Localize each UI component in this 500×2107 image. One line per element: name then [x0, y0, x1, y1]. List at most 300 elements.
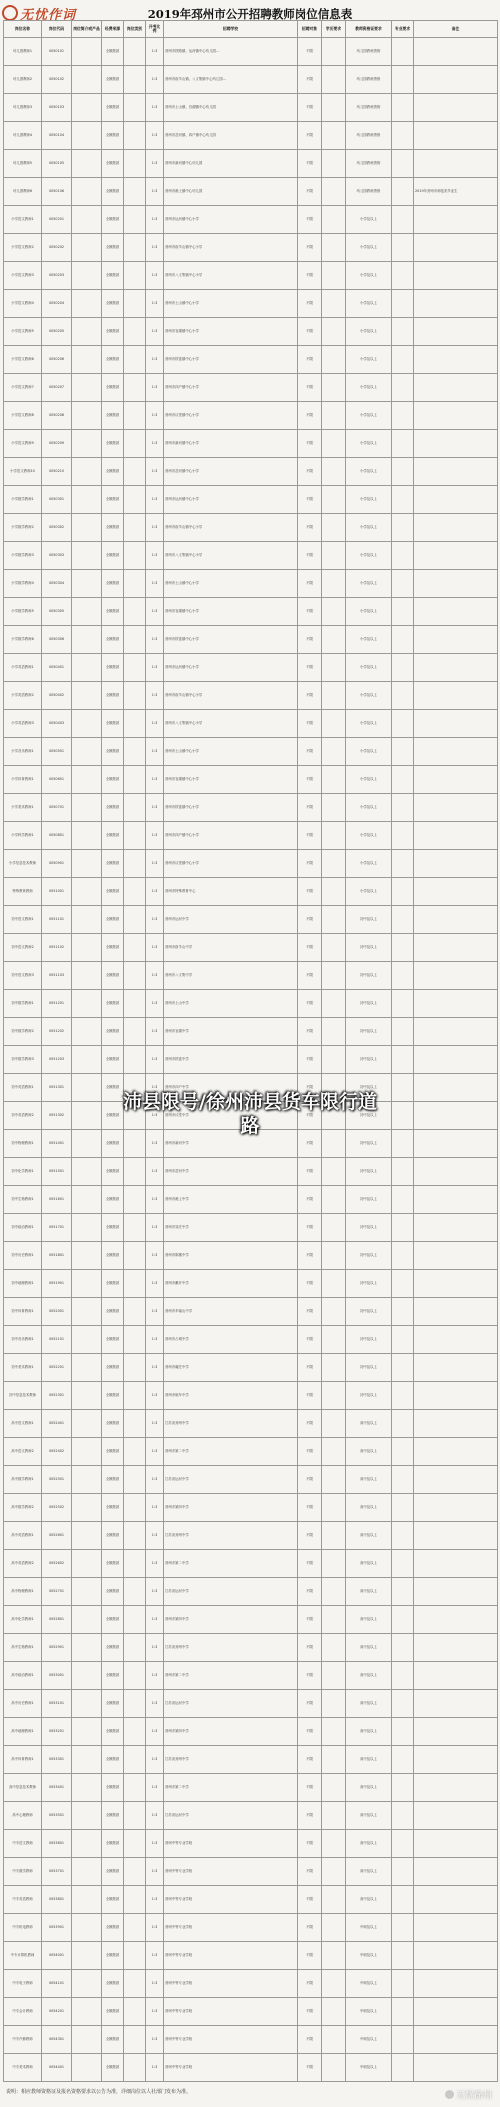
table-cell: 1:3: [146, 1606, 164, 1634]
table-cell: [414, 1046, 498, 1074]
table-cell: [124, 794, 146, 822]
table-cell: 1:3: [146, 2054, 164, 2082]
table-cell: 不限: [298, 1690, 322, 1718]
table-cell: 0051203: [42, 1046, 72, 1074]
table-cell: 不限: [298, 1634, 322, 1662]
table-cell: [322, 458, 346, 486]
table-cell: [322, 1606, 346, 1634]
table-cell: [72, 682, 102, 710]
table-cell: 0052502: [42, 1494, 72, 1522]
table-cell: 高中及以上: [346, 1718, 392, 1746]
table-cell: [322, 738, 346, 766]
table-row: [4, 1354, 498, 1382]
table-cell: 不限: [298, 878, 322, 906]
table-cell: 不限: [298, 1942, 322, 1970]
table-cell: 初中及以上: [346, 1298, 392, 1326]
table-cell: 小学及以上: [346, 626, 392, 654]
table-cell: 全额拨款: [102, 1354, 124, 1382]
table-cell: [392, 1718, 414, 1746]
table-cell: [322, 1718, 346, 1746]
table-cell: [72, 1186, 102, 1214]
table-cell: 全额拨款: [102, 1270, 124, 1298]
table-cell: 小学语文教师3: [4, 262, 42, 290]
table-cell: 0052901: [42, 1634, 72, 1662]
table-cell: [72, 514, 102, 542]
table-cell: 0053501: [42, 1802, 72, 1830]
table-row: [4, 542, 498, 570]
table-cell: 幼儿园教师2: [4, 66, 42, 94]
table-cell: 全额拨款: [102, 1102, 124, 1130]
table-cell: 中专计算机教师: [4, 1942, 42, 1970]
table-cell: 0054001: [42, 1942, 72, 1970]
table-cell: [72, 822, 102, 850]
table-cell: 幼儿园教师资格: [346, 150, 392, 178]
table-cell: 1:3: [146, 1998, 164, 2026]
table-cell: 1:3: [146, 1690, 164, 1718]
table-cell: [322, 1410, 346, 1438]
document-title: 2019年邳州市公开招聘教师岗位信息表: [147, 7, 353, 21]
table-cell: [124, 1438, 146, 1466]
table-cell: [414, 1970, 498, 1998]
table-cell: 1:3: [146, 1746, 164, 1774]
table-row: [4, 990, 498, 1018]
table-cell: 不限: [298, 374, 322, 402]
table-cell: 高中历史教师1: [4, 1690, 42, 1718]
table-cell: [124, 430, 146, 458]
table-cell: 1:3: [146, 1102, 164, 1130]
table-cell: 邳州中等专业学校: [164, 1830, 298, 1858]
table-cell: 邳州市议堂镇中心小学: [164, 850, 298, 878]
table-cell: 不限: [298, 1522, 322, 1550]
table-cell: 小学英语教师3: [4, 710, 42, 738]
table-cell: 幼儿园教师6: [4, 178, 42, 206]
table-cell: 邳州市八义集镇中心小学: [164, 710, 298, 738]
table-cell: [124, 542, 146, 570]
table-cell: [392, 1830, 414, 1858]
table-cell: [124, 1802, 146, 1830]
table-cell: 不限: [298, 570, 322, 598]
table-cell: 全额拨款: [102, 290, 124, 318]
table-cell: [322, 654, 346, 682]
table-cell: 2019年邳州市师范类毕业生: [414, 178, 498, 206]
table-cell: 小学及以上: [346, 458, 392, 486]
table-cell: [124, 850, 146, 878]
table-cell: [392, 682, 414, 710]
table-cell: 小学语文教师9: [4, 430, 42, 458]
table-cell: 初中及以上: [346, 1270, 392, 1298]
table-cell: [322, 1298, 346, 1326]
table-cell: 不限: [298, 1858, 322, 1886]
table-cell: 高中生物教师1: [4, 1634, 42, 1662]
table-cell: [72, 374, 102, 402]
table-cell: [414, 1438, 498, 1466]
column-header: 备注: [414, 21, 498, 38]
table-cell: [414, 1298, 498, 1326]
table-cell: [392, 1802, 414, 1830]
table-cell: [322, 878, 346, 906]
table-cell: 邳州市新河镇中心幼儿园: [164, 150, 298, 178]
table-cell: [392, 1382, 414, 1410]
table-cell: 0051801: [42, 1242, 72, 1270]
table-cell: 0052201: [42, 1354, 72, 1382]
table-cell: 1:3: [146, 822, 164, 850]
table-cell: 全额拨款: [102, 66, 124, 94]
table-cell: [124, 906, 146, 934]
table-cell: 邳州市铁路镇、运河镇中心幼儿园...: [164, 38, 298, 66]
table-cell: 0050801: [42, 822, 72, 850]
table-cell: [322, 1158, 346, 1186]
table-cell: [72, 1214, 102, 1242]
table-row: [4, 1886, 498, 1914]
table-cell: [124, 1466, 146, 1494]
table-cell: [322, 822, 346, 850]
table-cell: [72, 1270, 102, 1298]
table-cell: 0050402: [42, 682, 72, 710]
table-cell: [322, 934, 346, 962]
table-cell: 1:3: [146, 206, 164, 234]
table-cell: 不限: [298, 262, 322, 290]
table-cell: [72, 990, 102, 1018]
table-cell: 全额拨款: [102, 486, 124, 514]
table-cell: [72, 430, 102, 458]
table-cell: 小学及以上: [346, 402, 392, 430]
table-cell: 高中英语教师1: [4, 1522, 42, 1550]
table-cell: 不限: [298, 234, 322, 262]
table-cell: 小学及以上: [346, 262, 392, 290]
table-cell: 小学体育教师1: [4, 766, 42, 794]
table-cell: 0054101: [42, 1970, 72, 1998]
table-cell: 邳州市港上中学: [164, 1186, 298, 1214]
table-cell: [322, 1914, 346, 1942]
table-cell: 全额拨款: [102, 1886, 124, 1914]
table-row: [4, 1634, 498, 1662]
table-cell: 0050101: [42, 38, 72, 66]
table-cell: 邳州市岔河中学: [164, 1158, 298, 1186]
table-cell: [124, 1634, 146, 1662]
table-cell: [414, 486, 498, 514]
table-cell: [124, 738, 146, 766]
table-cell: [72, 934, 102, 962]
table-cell: [414, 962, 498, 990]
table-cell: [414, 430, 498, 458]
table-cell: [414, 654, 498, 682]
table-cell: 全额拨款: [102, 1998, 124, 2026]
table-cell: 全额拨款: [102, 598, 124, 626]
table-cell: 初中及以上: [346, 1326, 392, 1354]
table-cell: 幼儿园教师资格: [346, 178, 392, 206]
table-cell: 不限: [298, 1802, 322, 1830]
table-cell: [414, 458, 498, 486]
table-cell: [124, 1858, 146, 1886]
table-cell: [322, 1578, 346, 1606]
table-cell: 0051302: [42, 1102, 72, 1130]
table-cell: 全额拨款: [102, 682, 124, 710]
table-cell: [414, 682, 498, 710]
table-cell: [322, 682, 346, 710]
table-cell: [72, 122, 102, 150]
table-cell: 邳州市土山镇、官湖镇中心幼儿园: [164, 94, 298, 122]
table-cell: [72, 1942, 102, 1970]
table-cell: 1:3: [146, 346, 164, 374]
table-cell: 0052401: [42, 1410, 72, 1438]
table-cell: 全额拨款: [102, 430, 124, 458]
table-cell: 不限: [298, 1046, 322, 1074]
table-cell: [124, 1914, 146, 1942]
table-cell: 全额拨款: [102, 150, 124, 178]
column-header: 专业要求: [392, 21, 414, 38]
table-cell: 0054201: [42, 1998, 72, 2026]
table-cell: 不限: [298, 38, 322, 66]
table-cell: 高中及以上: [346, 1802, 392, 1830]
table-cell: [392, 1438, 414, 1466]
table-cell: 小学语文教师1: [4, 206, 42, 234]
table-cell: [392, 570, 414, 598]
table-row: [4, 850, 498, 878]
table-cell: 小学及以上: [346, 682, 392, 710]
table-cell: 中职及以上: [346, 1998, 392, 2026]
table-cell: 全额拨款: [102, 1578, 124, 1606]
table-cell: 0051501: [42, 1158, 72, 1186]
table-cell: [414, 1466, 498, 1494]
table-cell: [322, 122, 346, 150]
table-cell: 0053601: [42, 1830, 72, 1858]
table-cell: 1:3: [146, 1970, 164, 1998]
table-cell: 不限: [298, 1886, 322, 1914]
table-cell: [72, 878, 102, 906]
table-cell: [322, 1242, 346, 1270]
table-cell: 不限: [298, 1914, 322, 1942]
table-cell: [414, 1914, 498, 1942]
table-cell: [322, 66, 346, 94]
table-cell: [392, 1690, 414, 1718]
table-row: [4, 1242, 498, 1270]
table-cell: [72, 318, 102, 346]
table-cell: 0050301: [42, 486, 72, 514]
table-cell: 邳州市四户中学: [164, 1074, 298, 1102]
table-cell: [72, 1354, 102, 1382]
table-cell: 高中及以上: [346, 1522, 392, 1550]
table-cell: 不限: [298, 2026, 322, 2054]
table-cell: 初中及以上: [346, 1186, 392, 1214]
table-cell: [322, 290, 346, 318]
table-row: [4, 1830, 498, 1858]
table-cell: [72, 1018, 102, 1046]
table-cell: 1:3: [146, 1018, 164, 1046]
table-cell: 全额拨款: [102, 710, 124, 738]
table-cell: 幼儿园教师1: [4, 38, 42, 66]
table-cell: [72, 1606, 102, 1634]
column-header: 学历要求: [322, 21, 346, 38]
table-cell: 不限: [298, 122, 322, 150]
table-cell: 不限: [298, 822, 322, 850]
table-cell: 小学语文教师7: [4, 374, 42, 402]
table-row: [4, 94, 498, 122]
table-cell: 1:3: [146, 1886, 164, 1914]
table-cell: 小学英语教师2: [4, 682, 42, 710]
table-cell: 小学及以上: [346, 290, 392, 318]
table-cell: [322, 1354, 346, 1382]
table-cell: [414, 374, 498, 402]
table-cell: [414, 1746, 498, 1774]
table-row: [4, 1970, 498, 1998]
table-cell: [392, 1550, 414, 1578]
table-row: [4, 318, 498, 346]
table-cell: 全额拨款: [102, 1074, 124, 1102]
table-cell: 1:3: [146, 1522, 164, 1550]
table-cell: [392, 1410, 414, 1438]
table-cell: [322, 1830, 346, 1858]
table-cell: [322, 402, 346, 430]
table-row: [4, 682, 498, 710]
table-cell: [72, 738, 102, 766]
table-cell: [414, 1802, 498, 1830]
table-cell: 1:3: [146, 262, 164, 290]
table-cell: 幼儿园教师3: [4, 94, 42, 122]
table-cell: [322, 1662, 346, 1690]
table-cell: 初中化学教师1: [4, 1158, 42, 1186]
table-cell: [322, 1018, 346, 1046]
table-cell: 1:3: [146, 1298, 164, 1326]
table-cell: [72, 1914, 102, 1942]
table-row: [4, 1998, 498, 2026]
column-header: 开考比例: [146, 21, 164, 38]
table-cell: 不限: [298, 346, 322, 374]
table-cell: [414, 94, 498, 122]
table-cell: 小学科学教师1: [4, 822, 42, 850]
table-cell: [392, 1214, 414, 1242]
table-cell: 0054401: [42, 2054, 72, 2082]
table-cell: 不限: [298, 514, 322, 542]
table-cell: 全额拨款: [102, 1158, 124, 1186]
table-cell: 邳州市土山镇中心小学: [164, 738, 298, 766]
table-row: [4, 1718, 498, 1746]
table-cell: 高中及以上: [346, 1438, 392, 1466]
table-cell: 邳州市第四中学: [164, 1494, 298, 1522]
watermark: [445, 2088, 492, 2101]
table-cell: [414, 598, 498, 626]
table-row: [4, 570, 498, 598]
table-cell: [392, 346, 414, 374]
table-cell: 小学及以上: [346, 822, 392, 850]
table-cell: 0053701: [42, 1858, 72, 1886]
table-cell: 小学及以上: [346, 878, 392, 906]
table-row: [4, 1662, 498, 1690]
table-cell: [124, 1354, 146, 1382]
table-cell: [392, 458, 414, 486]
table-cell: [322, 1494, 346, 1522]
table-row: [4, 1298, 498, 1326]
table-cell: 1:3: [146, 486, 164, 514]
table-cell: [72, 262, 102, 290]
table-cell: [392, 1186, 414, 1214]
table-cell: [124, 1410, 146, 1438]
table-cell: 不限: [298, 402, 322, 430]
table-cell: 高中英语教师2: [4, 1550, 42, 1578]
table-cell: [72, 402, 102, 430]
table-cell: [392, 402, 414, 430]
table-cell: 0053901: [42, 1914, 72, 1942]
table-cell: 不限: [298, 1606, 322, 1634]
table-cell: 江苏省邳州中学: [164, 1746, 298, 1774]
table-cell: [392, 794, 414, 822]
table-cell: 邳州市车辐山中学: [164, 1298, 298, 1326]
table-cell: 江苏省运河中学: [164, 1466, 298, 1494]
table-cell: 1:3: [146, 1270, 164, 1298]
table-cell: [392, 1970, 414, 1998]
table-cell: [392, 234, 414, 262]
table-cell: 中专数学教师: [4, 1858, 42, 1886]
table-cell: [124, 458, 146, 486]
table-cell: [322, 514, 346, 542]
table-cell: 小学音乐教师1: [4, 738, 42, 766]
table-cell: 0052602: [42, 1550, 72, 1578]
table-cell: 高中物理教师1: [4, 1578, 42, 1606]
table-cell: 全额拨款: [102, 1214, 124, 1242]
table-cell: [392, 1578, 414, 1606]
table-cell: 中职及以上: [346, 2054, 392, 2082]
table-cell: 邳州市第二中学: [164, 1438, 298, 1466]
table-cell: [322, 374, 346, 402]
table-cell: [392, 1914, 414, 1942]
table-cell: 初中历史教师1: [4, 1242, 42, 1270]
table-cell: [392, 962, 414, 990]
table-cell: 初中及以上: [346, 1074, 392, 1102]
table-cell: [124, 1690, 146, 1718]
table-cell: 江苏省邳州中学: [164, 1634, 298, 1662]
table-cell: 不限: [298, 1830, 322, 1858]
table-cell: 全额拨款: [102, 122, 124, 150]
table-row: [4, 1466, 498, 1494]
table-cell: 高中及以上: [346, 1886, 392, 1914]
table-cell: 0051103: [42, 962, 72, 990]
table-cell: [392, 766, 414, 794]
table-cell: [124, 990, 146, 1018]
table-cell: [72, 178, 102, 206]
table-cell: [72, 1634, 102, 1662]
table-cell: 1:3: [146, 710, 164, 738]
table-cell: [124, 1662, 146, 1690]
table-cell: [124, 514, 146, 542]
table-cell: 全额拨款: [102, 1018, 124, 1046]
table-cell: 不限: [298, 150, 322, 178]
table-cell: 初中政治教师1: [4, 1214, 42, 1242]
table-cell: 0053401: [42, 1774, 72, 1802]
table-cell: 江苏省运河中学: [164, 1578, 298, 1606]
table-row: [4, 598, 498, 626]
table-cell: 小学及以上: [346, 570, 392, 598]
table-cell: [414, 402, 498, 430]
table-cell: 1:3: [146, 766, 164, 794]
table-cell: 邳州中等专业学校: [164, 1886, 298, 1914]
table-cell: 邳州市第二中学: [164, 1550, 298, 1578]
table-row: [4, 1438, 498, 1466]
table-cell: 邳州市铁富中学: [164, 1046, 298, 1074]
table-cell: [414, 2054, 498, 2082]
table-cell: [322, 906, 346, 934]
table-cell: 不限: [298, 1130, 322, 1158]
table-cell: 邳州市特殊教育中心: [164, 878, 298, 906]
table-cell: 0050204: [42, 290, 72, 318]
table-cell: [72, 598, 102, 626]
table-cell: 0050202: [42, 234, 72, 262]
table-cell: 0051701: [42, 1214, 72, 1242]
table-cell: [392, 1886, 414, 1914]
table-cell: 高中心理教师: [4, 1802, 42, 1830]
table-cell: 小学及以上: [346, 206, 392, 234]
table-cell: 0051901: [42, 1270, 72, 1298]
table-cell: 1:3: [146, 514, 164, 542]
table-cell: [124, 598, 146, 626]
